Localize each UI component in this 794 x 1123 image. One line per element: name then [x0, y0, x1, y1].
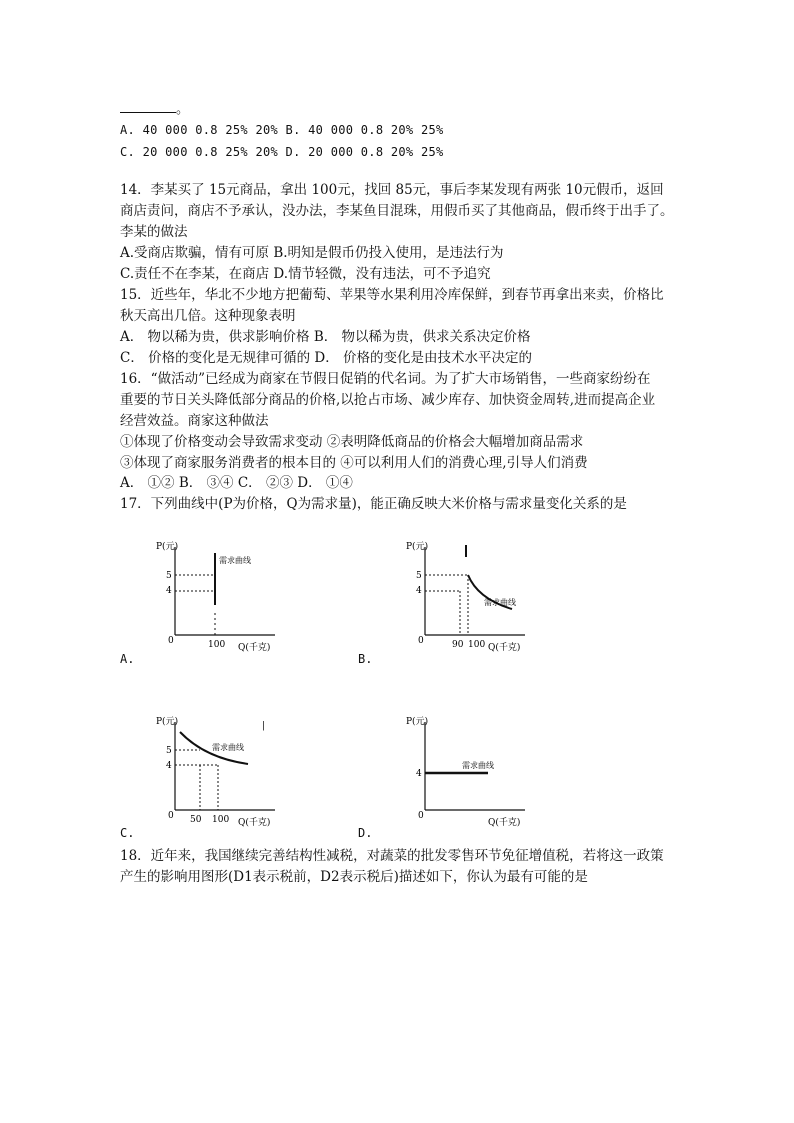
- q15-options-cd: C． 价格的变化是无规律可循的 D． 价格的变化是由技术水平决定的: [120, 350, 533, 366]
- q14-options-ab: A.受商店欺骗，情有可原 B.明知是假币仍投入使用，是违法行为: [120, 245, 504, 261]
- figure-d-graph: [400, 710, 540, 830]
- q16-stem-2: 重要的节日关头降低部分商品的价格,以抢占市场、减少库存、加快资金周转,进而提高企业: [120, 392, 656, 408]
- p-tick-5: 5: [166, 746, 172, 756]
- q14-options-cd: C.责任不在李某，在商店 D.情节轻微，没有违法，可不予追究: [120, 266, 491, 282]
- q16-statements-34: ③体现了商家服务消费者的根本目的 ④可以利用人们的消费心理,引导人们消费: [120, 455, 588, 471]
- marker-bar: |: [262, 721, 266, 731]
- q-axis-label: Q(千克): [488, 818, 521, 828]
- q16-options: A． ①② B． ③④ C． ②③ D． ①④: [120, 475, 353, 491]
- q-axis-label: Q(千克): [238, 643, 271, 653]
- figure-b-label: B.: [358, 652, 373, 666]
- figure-d: [400, 710, 540, 834]
- p-tick-5: 5: [416, 571, 422, 581]
- q17-stem: 17．下列曲线中(P为价格，Q为需求量)，能正确反映大米价格与需求量变化关系的是: [120, 496, 627, 512]
- q-tick-50: 50: [190, 815, 202, 825]
- p-axis-label: P(元): [156, 542, 179, 552]
- q14-stem-3: 李某的做法: [120, 224, 188, 240]
- figure-b-graph: [400, 535, 540, 655]
- q-tick-100: 100: [212, 815, 230, 825]
- answer-blank-line: 。: [120, 100, 189, 120]
- figure-a-graph: [150, 535, 290, 655]
- q13-options-ab: A. 40 000 0.8 25% 20% B. 40 000 0.8 20% 25%: [120, 123, 444, 137]
- curve-label: 需求曲线: [219, 556, 251, 565]
- q-tick-100: 100: [468, 640, 486, 650]
- q18-stem-1: 18．近年来，我国继续完善结构性减税，对蔬菜的批发零售环节免征增值税，若将这一政策: [120, 848, 664, 864]
- figure-c-label: C.: [120, 826, 135, 840]
- figure-c-graph: [150, 710, 290, 830]
- q16-stem-1: 16．“做活动”已经成为商家在节假日促销的代名词。为了扩大市场销售，一些商家纷纷在: [120, 371, 651, 387]
- p-tick-4: 4: [416, 586, 422, 596]
- origin-label: 0: [418, 636, 424, 646]
- p-axis-label: P(元): [406, 542, 429, 552]
- figure-a-label: A.: [120, 652, 135, 666]
- curve-label: 需求曲线: [462, 761, 494, 770]
- p-tick-5: 5: [166, 571, 172, 581]
- origin-label: 0: [168, 636, 174, 646]
- q-axis-label: Q(千克): [238, 818, 271, 828]
- figure-a: [150, 535, 290, 659]
- q15-stem-2: 秋天高出几倍。这种现象表明: [120, 308, 296, 324]
- figure-c: [150, 710, 290, 834]
- p-tick-4: 4: [166, 761, 172, 771]
- q14-stem-2: 商店责问，商店不予承认，没办法，李某鱼目混珠，用假币买了其他商品，假币终于出手了。: [120, 203, 674, 219]
- p-axis-label: P(元): [156, 717, 179, 727]
- q14-stem-1: 14．李某买了 15元商品，拿出 100元，找回 85元，事后李某发现有两张 10元假币，返回: [120, 182, 664, 198]
- q16-stem-3: 经营效益。商家这种做法: [120, 413, 269, 429]
- p-tick-4: 4: [416, 769, 422, 779]
- q-axis-label: Q(千克): [488, 643, 521, 653]
- q-tick-100: 100: [208, 640, 226, 650]
- q16-statements-12: ①体现了价格变动会导致需求变动 ②表明降低商品的价格会大幅增加商品需求: [120, 434, 584, 450]
- p-tick-4: 4: [166, 586, 172, 596]
- curve-label: 需求曲线: [484, 598, 516, 607]
- curve-label: 需求曲线: [212, 743, 244, 752]
- q13-options-cd: C. 20 000 0.8 25% 20% D. 20 000 0.8 20% 25%: [120, 145, 444, 159]
- q15-stem-1: 15．近些年，华北不少地方把葡萄、苹果等水果利用冷库保鲜，到春节再拿出来卖，价格比: [120, 287, 664, 303]
- figure-d-label: D.: [358, 826, 373, 840]
- q-tick-90: 90: [452, 640, 464, 650]
- fill-blank: [120, 100, 176, 113]
- q18-stem-2: 产生的影响用图形(D1表示税前，D2表示税后)描述如下，你认为最有可能的是: [120, 869, 588, 885]
- figure-b: [400, 535, 540, 659]
- p-axis-label: P(元): [406, 717, 429, 727]
- origin-label: 0: [418, 811, 424, 821]
- origin-label: 0: [168, 811, 174, 821]
- q15-options-ab: A． 物以稀为贵，供求影响价格 B． 物以稀为贵，供求关系决定价格: [120, 329, 531, 345]
